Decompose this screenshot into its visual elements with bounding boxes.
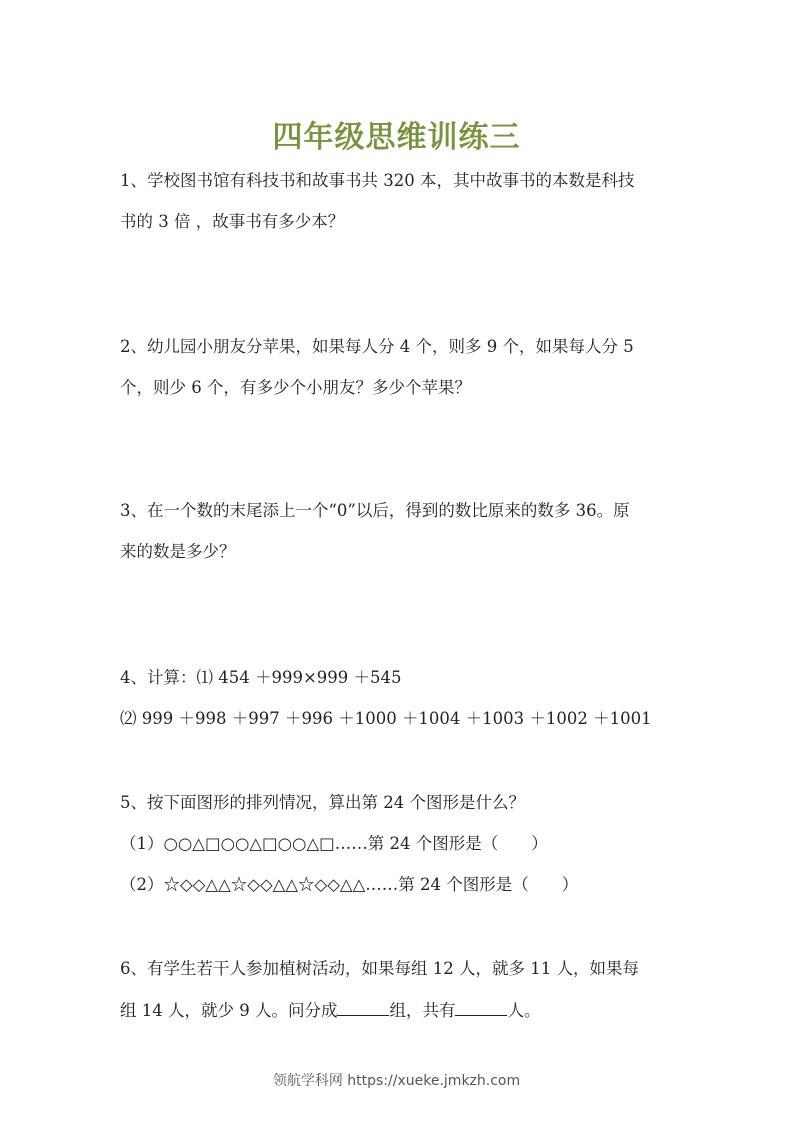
question-6-text-c: 人。: [507, 1001, 541, 1020]
page-title: 四年级思维训练三: [272, 120, 521, 155]
question-2-line-1: 2、幼儿园小朋友分苹果，如果每人分 4 个，则多 9 个，如果每人分 5: [120, 337, 634, 356]
question-4-line-2: ⑵ 999 ＋998 ＋997 ＋996 ＋1000 ＋1004 ＋1003 ＋1002 ＋1001: [120, 709, 652, 728]
question-6-text-a: 组 14 人，就少 9 人。问分成: [120, 1001, 338, 1020]
question-3-line-1: 3、在一个数的末尾添上一个“0”以后，得到的数比原来的数多 36。原: [120, 501, 630, 520]
footer-watermark: 领航学科网 https://xueke.jmkzh.com: [272, 1073, 521, 1089]
question-1-line-2: 书的 3 倍 ，故事书有多少本？: [120, 212, 345, 231]
question-6-text-b: 组，共有: [389, 1001, 456, 1020]
question-5-line-3: （2）☆◇◇△△☆◇◇△△☆◇◇△△……第 24 个图形是（ ）: [120, 875, 579, 894]
question-5-line-1: 5、按下面图形的排列情况，算出第 24 个图形是什么？: [120, 793, 525, 812]
question-4-line-1: 4、计算：⑴ 454 ＋999×999 ＋545: [120, 668, 402, 687]
answer-blank-people[interactable]: [455, 999, 507, 1016]
question-1-line-1: 1、学校图书馆有科技书和故事书共 320 本，其中故事书的本数是科技: [120, 171, 635, 190]
question-2-line-2: 个，则少 6 个，有多少个小朋友？多少个苹果？: [120, 378, 471, 397]
question-6-line-2: [120, 999, 540, 1022]
question-3-line-2: 来的数是多少？: [120, 542, 236, 561]
question-6-line-1: 6、有学生若干人参加植树活动，如果每组 12 人，就多 11 人，如果每: [120, 959, 639, 978]
answer-blank-groups[interactable]: [337, 999, 389, 1016]
question-5-line-2: （1）○○△□○○△□○○△□……第 24 个图形是（ ）: [120, 834, 548, 853]
